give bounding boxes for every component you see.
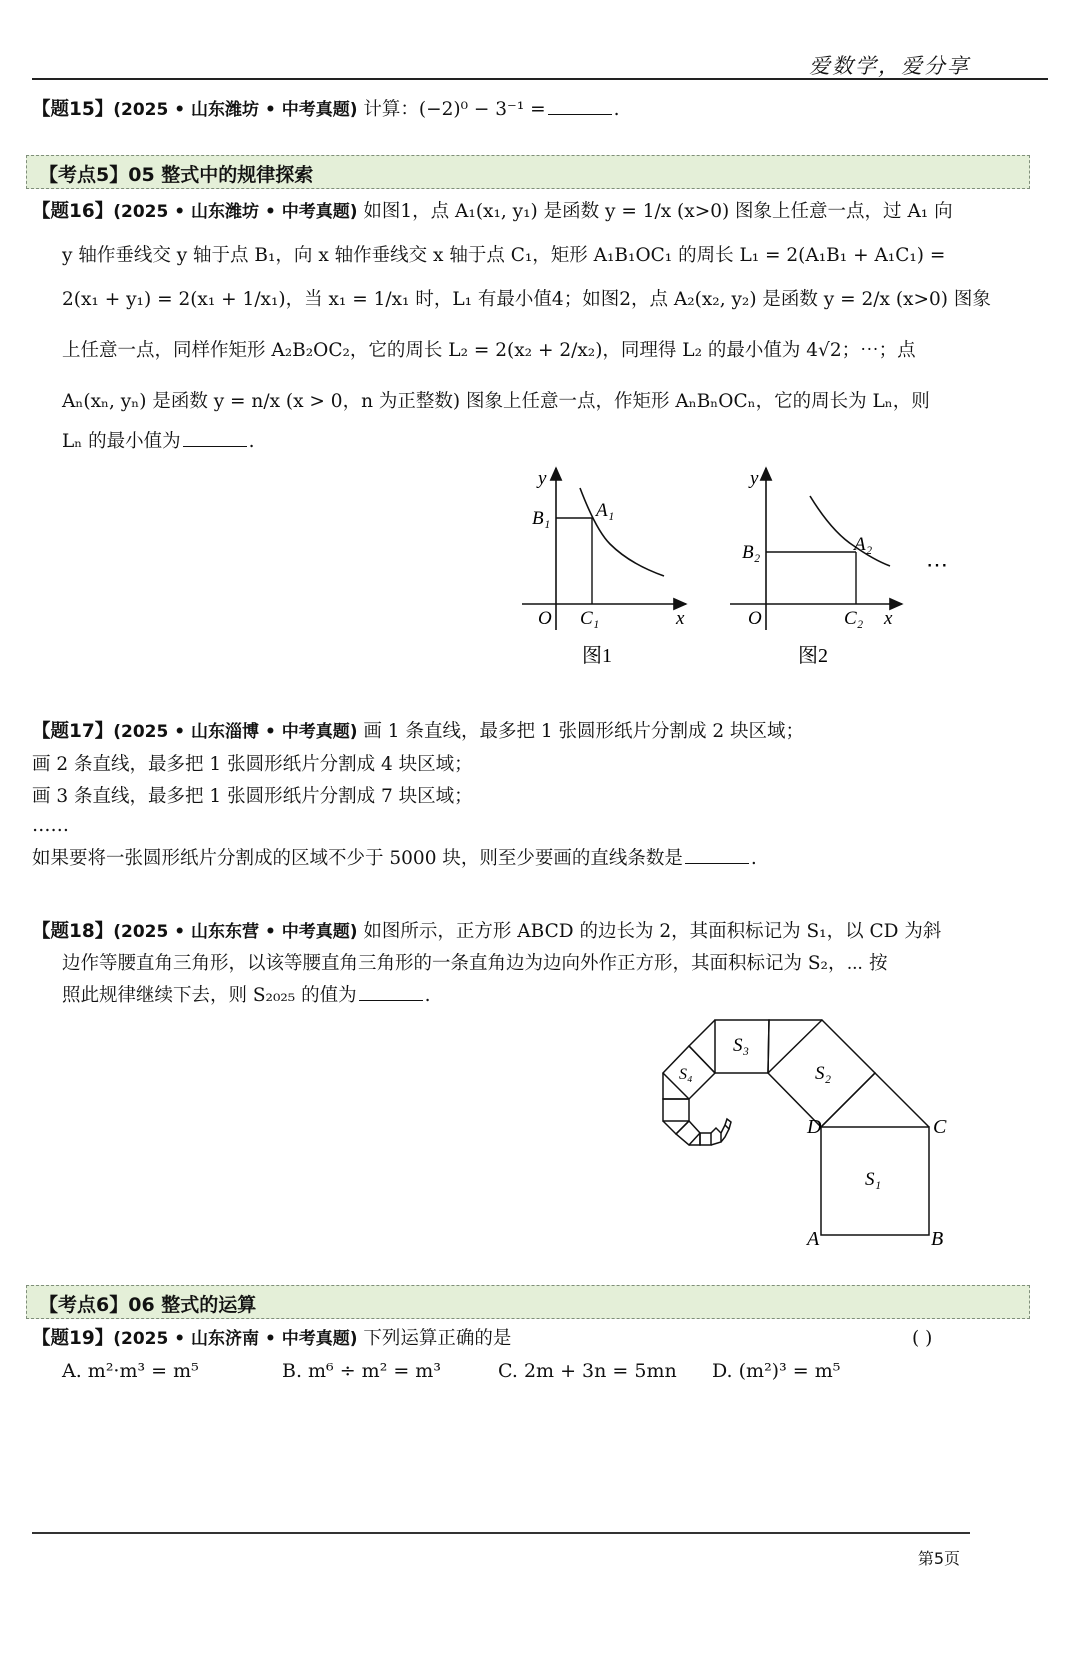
question-source: (2025 • 山东潍坊 • 中考真题) (113, 100, 358, 120)
question-text: 如图所示，正方形 ABCD 的边长为 2，其面积标记为 S₁，以 CD 为斜 (363, 921, 942, 942)
question-16-line-5: Aₙ(xₙ, yₙ) 是函数 y = n/x (x > 0，n 为正整数) 图象上任意一点，作矩形 AₙBₙOCₙ，它的周长为 Lₙ，则 (62, 391, 930, 412)
question-text: 照此规律继续下去，则 S₂₀₂₅ 的值为 (62, 985, 357, 1006)
question-source: (2025 • 山东济南 • 中考真题) (113, 1329, 358, 1349)
square-s8 (711, 1128, 721, 1145)
question-number: 【题15】 (32, 99, 114, 120)
square-s9 (721, 1125, 729, 1142)
question-source: (2025 • 山东东营 • 中考真题) (113, 922, 358, 942)
question-text: 画 1 条直线，最多把 1 张圆形纸片分割成 2 块区域； (363, 721, 805, 742)
q18-figure (655, 1005, 980, 1250)
header-rule (32, 78, 1048, 80)
point-b-label: B₂ (742, 542, 761, 563)
y-label: y (750, 468, 759, 489)
vertex-c-label: C (933, 1116, 947, 1138)
figure-caption: 图1 (582, 645, 612, 667)
point-b-label: B₁ (532, 508, 551, 529)
question-16-line-4: 上任意一点，同样作矩形 A₂B₂OC₂，它的周长 L₂ = 2(x₂ + 2/x₂)，同理得 L₂ 的最小值为 4√2；⋯；点 (62, 340, 916, 361)
question-text: 计算：(−2)⁰ − 3⁻¹ = (363, 99, 546, 120)
point-a-label: A₂ (854, 534, 873, 555)
hyperbola-curve (810, 496, 890, 566)
figure-caption: 图2 (798, 645, 828, 667)
section-title: 【考点6】06 整式的运算 (39, 1294, 257, 1316)
square-s6 (676, 1121, 700, 1145)
square-s7 (700, 1133, 711, 1145)
question-17-line-4: …… (32, 815, 69, 836)
option-a[interactable]: A. m²·m³ = m⁵ (62, 1360, 199, 1382)
area-s1-label: S₁ (865, 1169, 882, 1190)
question-18-line-3 (62, 982, 431, 1010)
vertex-d-label: D (807, 1116, 822, 1138)
area-s3-label: S₃ (733, 1035, 750, 1056)
question-17-line-3: 画 3 条直线，最多把 1 张圆形纸片分割成 7 块区域； (32, 786, 473, 807)
question-17-line-1 (32, 718, 804, 746)
question-17-line-5 (32, 845, 757, 873)
end-period: . (613, 99, 620, 120)
point-a-label: A₁ (596, 500, 615, 521)
question-text: 如果要将一张圆形纸片分割成的区域不少于 5000 块，则至少要画的直线条数是 (32, 848, 683, 869)
point-c-label: C₁ (580, 608, 600, 629)
question-15 (32, 96, 620, 124)
figure-1 (522, 468, 686, 667)
y-label: y (538, 468, 547, 489)
x-label: x (884, 608, 893, 629)
answer-blank[interactable] (548, 96, 612, 115)
page-number: 第5页 (917, 1549, 960, 1568)
section-5-banner (26, 155, 1030, 189)
question-number: 【题19】 (32, 1328, 114, 1349)
end-period: . (424, 985, 431, 1006)
end-period: . (248, 431, 255, 452)
question-text: 下列运算正确的是 (363, 1328, 512, 1349)
point-c-label: C₂ (844, 608, 864, 629)
answer-blank[interactable] (359, 982, 423, 1001)
area-s4-label: S₄ (679, 1066, 693, 1083)
question-17-line-2: 画 2 条直线，最多把 1 张圆形纸片分割成 4 块区域； (32, 754, 473, 775)
header-slogan: 爱数学，爱分享 (809, 54, 970, 78)
question-source: (2025 • 山东潍坊 • 中考真题) (113, 202, 358, 222)
end-period: . (750, 848, 757, 869)
origin-label: O (748, 608, 762, 629)
question-number: 【题17】 (32, 721, 114, 742)
square-s5 (663, 1099, 689, 1121)
x-label: x (676, 608, 685, 629)
vertex-b-label: B (931, 1228, 944, 1250)
question-18-line-1 (32, 918, 941, 946)
question-18-line-2: 边作等腰直角三角形，以该等腰直角三角形的一条直角边为边向外作正方形，其面积标记为 S₂，⋯ 按 (62, 953, 888, 974)
answer-blank[interactable] (685, 845, 749, 864)
question-text: 如图1，点 A₁(x₁, y₁) 是函数 y = 1/x (x>0) 图象上任意一点，过 A₁ 向 (363, 201, 953, 222)
footer-rule (32, 1532, 970, 1534)
triangle-3 (689, 1020, 715, 1073)
ellipsis: ⋯ (926, 552, 948, 577)
question-text: Lₙ 的最小值为 (62, 431, 181, 452)
question-16-line-2: y 轴作垂线交 y 轴于点 B₁，向 x 轴作垂线交 x 轴于点 C₁，矩形 A₁B₁OC₁ 的周长 L₁ = 2(A₁B₁ + A₁C₁) = (62, 245, 946, 266)
question-16-line-3: 2(x₁ + y₁) = 2(x₁ + 1/x₁)，当 x₁ = 1/x₁ 时，L₁ 有最小值4；如图2，点 A₂(x₂, y₂) 是函数 y = 2/x (x>0) 图象 (62, 289, 991, 310)
area-s2-label: S₂ (815, 1063, 832, 1084)
triangle-5 (663, 1121, 689, 1134)
question-number: 【题16】 (32, 201, 114, 222)
triangle-1 (821, 1073, 929, 1127)
origin-label: O (538, 608, 552, 629)
section-6-banner (26, 1285, 1030, 1319)
vertex-a-label: A (807, 1228, 820, 1250)
section-title: 【考点5】05 整式中的规律探索 (39, 164, 314, 186)
answer-parentheses[interactable]: ( ) (912, 1328, 933, 1349)
question-16-line-1 (32, 198, 953, 226)
question-source: (2025 • 山东淄博 • 中考真题) (113, 722, 358, 742)
question-number: 【题18】 (32, 921, 114, 942)
answer-blank[interactable] (183, 428, 247, 447)
option-d[interactable]: D. (m²)³ = m⁵ (712, 1360, 841, 1382)
question-19 (32, 1325, 511, 1353)
option-b[interactable]: B. m⁶ ÷ m² = m³ (282, 1360, 441, 1382)
option-c[interactable]: C. 2m + 3n = 5mn (498, 1360, 677, 1382)
figure-2 (730, 468, 902, 667)
q16-figures (510, 460, 980, 680)
question-16-line-6 (62, 428, 255, 456)
